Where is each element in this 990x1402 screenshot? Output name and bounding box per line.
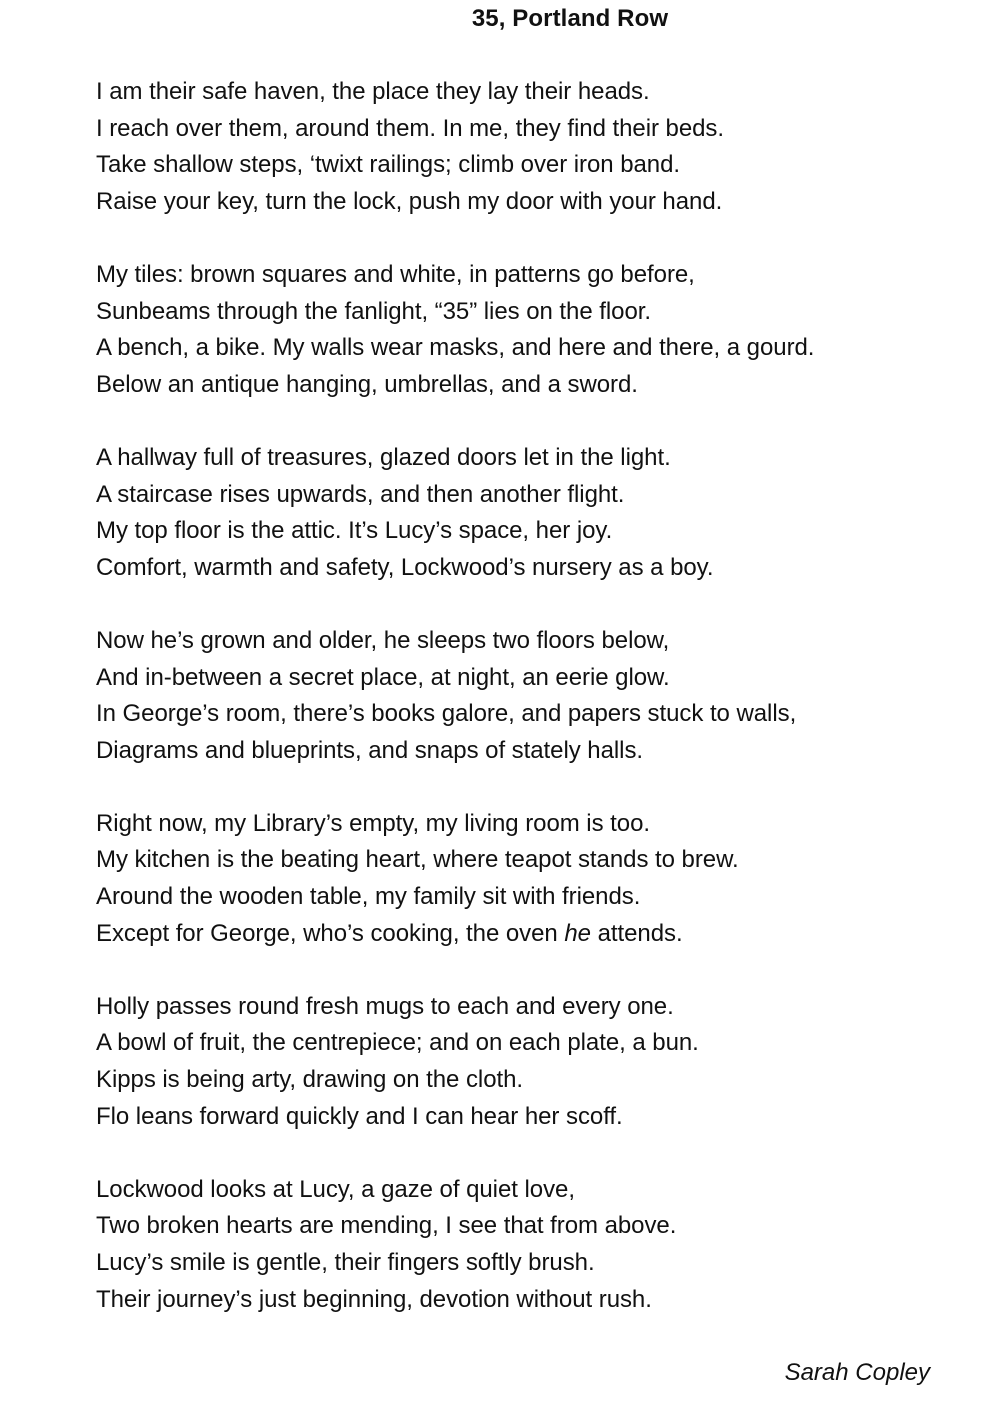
poem-line: My top floor is the attic. It’s Lucy’s space, her joy. xyxy=(96,517,613,545)
poem-line: A bench, a bike. My walls wear masks, and here and there, a gourd. xyxy=(96,334,815,362)
poem-line: Two broken hearts are mending, I see that from above. xyxy=(96,1212,677,1240)
poem-line: In George’s room, there’s books galore, and papers stuck to walls, xyxy=(96,700,797,728)
poem-line: I am their safe haven, the place they lay their heads. xyxy=(96,78,650,105)
poem-line: Holly passes round fresh mugs to each and every one. xyxy=(96,992,674,1020)
poem-line: Diagrams and blueprints, and snaps of stately halls. xyxy=(96,736,644,764)
stanza-3 xyxy=(96,440,976,586)
poem-line: A hallway full of treasures, glazed doors let in the light. xyxy=(96,443,671,471)
poem-line: Sunbeams through the fanlight, “35” lies on the floor. xyxy=(96,297,651,325)
poem-line: Lucy’s smile is gentle, their fingers softly brush. xyxy=(96,1249,595,1276)
poem-line: Now he’s grown and older, he sleeps two floors below, xyxy=(96,626,670,654)
author-signature: Sarah Copley xyxy=(784,1359,930,1386)
poem-line: A bowl of fruit, the centrepiece; and on each plate, a bun. xyxy=(96,1029,699,1057)
poem-line: A staircase rises upwards, and then another flight. xyxy=(96,480,625,508)
poem-line: Right now, my Library’s empty, my living room is too. xyxy=(96,809,650,837)
stanza-2 xyxy=(96,257,976,403)
line-text-before: Except for George, who’s cooking, the oven xyxy=(96,919,565,947)
poem-line: Their journey’s just beginning, devotion without rush. xyxy=(96,1285,652,1313)
poem-line: Take shallow steps, ‘twixt railings; climb over iron band. xyxy=(96,151,681,179)
poem-title: 35, Portland Row xyxy=(471,5,669,32)
poem-line: Raise your key, turn the lock, push my door with your hand. xyxy=(96,187,723,215)
poem-line: Flo leans forward quickly and I can hear her scoff. xyxy=(96,1102,623,1130)
poem-line: I reach over them, around them. In me, they find their beds. xyxy=(96,114,724,142)
stanza-6 xyxy=(96,989,976,1135)
poem-line: Comfort, warmth and safety, Lockwood’s nursery as a boy. xyxy=(96,553,714,581)
poem-line: My kitchen is the beating heart, where teapot stands to brew. xyxy=(96,846,739,874)
poem-line: And in-between a secret place, at night, an eerie glow. xyxy=(96,663,670,691)
stanza-5 xyxy=(96,806,976,952)
poem-line: My tiles: brown squares and white, in patterns go before, xyxy=(96,260,695,288)
stanza-1 xyxy=(96,74,976,220)
poem-line: Below an antique hanging, umbrellas, and a sword. xyxy=(96,370,638,398)
poem-body xyxy=(96,74,976,1355)
emphasized-word: he xyxy=(564,919,591,947)
poem-line: Kipps is being arty, drawing on the cloth. xyxy=(96,1066,524,1094)
poem-line: Around the wooden table, my family sit with friends. xyxy=(96,883,641,911)
stanza-4 xyxy=(96,623,976,769)
stanza-7 xyxy=(96,1172,976,1318)
poem-line xyxy=(96,916,976,953)
line-text-after: attends. xyxy=(590,919,683,947)
poem-line: Lockwood looks at Lucy, a gaze of quiet love, xyxy=(96,1175,575,1203)
